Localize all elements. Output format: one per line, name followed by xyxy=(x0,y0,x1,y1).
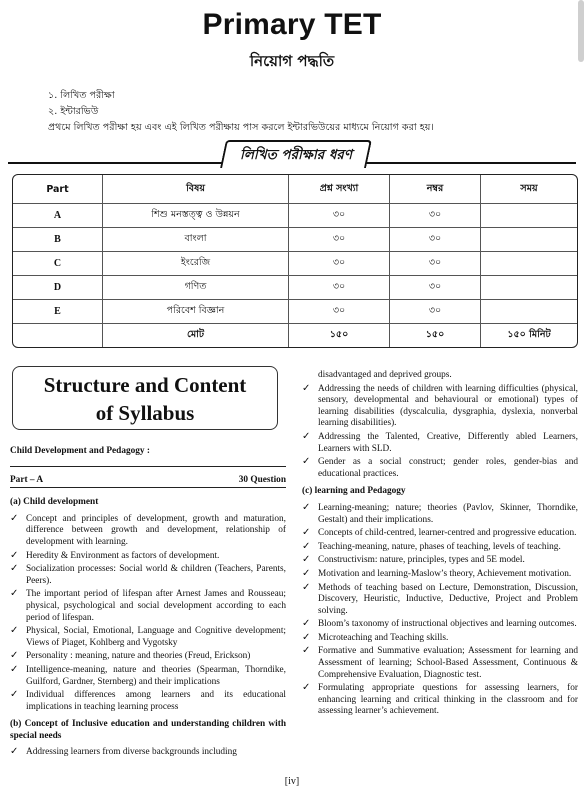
table-cell: D xyxy=(13,276,103,300)
list-item: ✓ Addressing learners from diverse backgrounds including xyxy=(10,746,237,758)
table-cell: গণিত xyxy=(103,276,289,300)
table-cell: পরিবেশ বিজ্ঞান xyxy=(103,300,289,324)
table-cell xyxy=(481,204,578,228)
check-icon: ✓ xyxy=(10,746,19,758)
intro-line-2: ২. ইন্টারভিউ xyxy=(48,106,99,117)
intro-line-1: ১. লিখিত পরীক্ষা xyxy=(48,90,115,101)
check-icon: ✓ xyxy=(302,430,311,442)
syllabus-title-line-1: Structure and Content xyxy=(43,373,247,397)
table-cell: A xyxy=(13,204,103,228)
table-cell: ৩০ xyxy=(390,252,481,276)
table-cell xyxy=(481,300,578,324)
syllabus-title-line-2: of Syllabus xyxy=(95,401,195,425)
table-row xyxy=(13,276,577,300)
table-cell: C xyxy=(13,252,103,276)
check-icon: ✓ xyxy=(302,645,311,657)
check-icon: ✓ xyxy=(302,581,311,593)
total-label: মোট xyxy=(103,324,289,347)
check-icon: ✓ xyxy=(10,625,19,637)
intro-line-3: প্রথমে লিখিত পরীক্ষা হয় এবং এই লিখিত পরীক্ষায় পাস করলে ইন্টারভিউয়ের মাধ্যমে নিয়োগ করা হয়। xyxy=(48,122,434,133)
list-item: ✓ Constructivism: nature, principles, types and 5E model. xyxy=(302,554,525,566)
list-item: ✓ Addressing the Talented, Creative, Differently abled Learners, Learners with SLD. xyxy=(302,430,578,454)
table-row xyxy=(13,204,577,228)
check-icon: ✓ xyxy=(10,563,19,575)
column-header: সময় xyxy=(481,175,578,204)
table-cell: ৩০ xyxy=(390,276,481,300)
check-icon: ✓ xyxy=(302,567,311,579)
table-total-row xyxy=(13,324,577,347)
table-header-row xyxy=(13,175,577,204)
list-item: ✓ Formulating appropriate questions for assessing learners, for enhancing learning and critical thinking in the classroom and for assessing learner’s achievement. xyxy=(302,682,578,717)
divider xyxy=(10,466,286,467)
check-icon: ✓ xyxy=(10,663,19,675)
check-icon: ✓ xyxy=(302,501,311,513)
section-title: Child Development and Pedagogy : xyxy=(10,446,150,456)
total-marks: ১৫০ xyxy=(390,324,481,347)
page-title: Primary TET xyxy=(202,8,382,41)
column-header: বিষয় xyxy=(103,175,289,204)
left-column xyxy=(10,446,286,761)
section-heading-a: (a) Child development xyxy=(10,497,99,508)
check-icon: ✓ xyxy=(302,382,311,394)
table-cell: B xyxy=(13,228,103,252)
list-item: ✓ Addressing the needs of children with learning difficulties (physical, sensory, developmental and behavioural or emotional) types of learning disabilities (dyscalculia, dysgraphia, dyslexia, nonverbal learning disabilities). xyxy=(302,382,578,429)
check-icon: ✓ xyxy=(302,631,311,643)
check-icon: ✓ xyxy=(10,689,19,701)
list-item: ✓ Personality : meaning, nature and theories (Freud, Erickson) xyxy=(10,650,251,662)
check-icon: ✓ xyxy=(302,682,311,694)
check-icon: ✓ xyxy=(302,527,311,539)
table-cell: ৩০ xyxy=(289,252,390,276)
check-icon: ✓ xyxy=(302,554,311,566)
intro-text xyxy=(48,88,568,136)
table-row xyxy=(13,300,577,324)
table-cell xyxy=(13,324,103,347)
list-item: ✓ Microteaching and Teaching skills. xyxy=(302,631,449,643)
list-item: ✓ Physical, Social, Emotional, Language and Cognitive development; Views of Piaget, Kohlberg and Vygotsky xyxy=(10,625,286,648)
list-item: ✓ Individual differences among learners and its educational implications in teaching learning process xyxy=(10,689,286,712)
table-cell xyxy=(481,276,578,300)
list-item: ✓ Methods of teaching based on Lecture, Demonstration, Discussion, Discovery, Heuristic, Inductive, Deductive, Project and Problem solving. xyxy=(302,581,578,616)
check-icon: ✓ xyxy=(10,650,19,662)
section-heading-c: (c) learning and Pedagogy xyxy=(302,486,406,497)
list-item: ✓ Concept and principles of development, growth and maturation, difference between growth and development, relationship of development with learning. xyxy=(10,512,286,547)
list-item: ✓ Concepts of child-centred, learner-centred and progressive education. xyxy=(302,527,577,539)
table-row xyxy=(13,252,577,276)
page-number: [iv] xyxy=(284,776,300,787)
table-cell: ৩০ xyxy=(390,204,481,228)
check-icon: ✓ xyxy=(302,618,311,630)
table-cell xyxy=(481,228,578,252)
right-column xyxy=(302,370,578,720)
list-item: ✓ Learning-meaning; nature; theories (Pavlov, Skinner, Thorndike, Gestalt) and their implications. xyxy=(302,501,578,525)
list-item: ✓ Formative and Summative evaluation; Assessment for learning and Assessment of learning; School-Based Assessment, Continuous & Comprehensive Evaluation, Diagnostic test. xyxy=(302,645,578,680)
page-subtitle: নিয়োগ পদ্ধতি xyxy=(249,52,335,70)
continued-text: disadvantaged and deprived groups. xyxy=(318,370,452,380)
table-cell: ৩০ xyxy=(289,204,390,228)
table-cell: ৩০ xyxy=(390,228,481,252)
total-time: ১৫০ মিনিট xyxy=(481,324,578,347)
table-cell xyxy=(481,252,578,276)
banner-rule-left xyxy=(8,162,226,164)
syllabus-title-box xyxy=(12,366,278,430)
table-cell: ৩০ xyxy=(289,276,390,300)
total-questions: ১৫০ xyxy=(289,324,390,347)
check-icon: ✓ xyxy=(10,512,19,524)
list-item: ✓ Bloom’s taxonomy of instructional objectives and learning outcomes. xyxy=(302,618,577,630)
part-label: Part – A xyxy=(10,474,44,485)
check-icon: ✓ xyxy=(302,456,311,468)
section-heading-b: (b) Concept of Inclusive education and understanding children with special needs xyxy=(10,719,286,741)
table-cell: E xyxy=(13,300,103,324)
part-questions: 30 Question xyxy=(238,474,286,485)
list-item: ✓ The important period of lifespan after Arnest James and Rousseau; physical, psychological and social development according to each period of lifespan. xyxy=(10,588,286,623)
list-item: ✓ Socialization processes: Social world & children (Teachers, Parents, Peers). xyxy=(10,563,286,586)
exam-pattern-table xyxy=(12,174,578,348)
column-header: Part xyxy=(13,175,103,204)
part-row xyxy=(10,475,286,489)
column-header: প্রশ্ন সংখ্যা xyxy=(289,175,390,204)
banner-rule-right xyxy=(362,162,576,164)
table-cell: ৩০ xyxy=(289,300,390,324)
table-cell: ৩০ xyxy=(289,228,390,252)
table-cell: শিশু মনস্তত্ত্ব ও উন্নয়ন xyxy=(103,204,289,228)
list-item: ✓ Motivation and learning-Maslow’s theory, Achievement motivation. xyxy=(302,567,572,579)
check-icon: ✓ xyxy=(10,549,19,561)
column-header: নম্বর xyxy=(390,175,481,204)
check-icon: ✓ xyxy=(10,588,19,600)
list-item: ✓ Heredity & Environment as factors of development. xyxy=(10,549,220,561)
list-item: ✓ Teaching-meaning, nature, phases of teaching, levels of teaching. xyxy=(302,540,561,552)
list-item: ✓ Gender as a social construct; gender roles, gender-bias and educational practices. xyxy=(302,456,578,479)
list-item: ✓ Intelligence-meaning, nature and theories (Spearman, Thorndike, Guilford, Gardner, Sternberg) and their implications xyxy=(10,663,286,687)
section-banner-label: লিখিত পরীক্ষার ধরণ xyxy=(239,147,353,163)
check-icon: ✓ xyxy=(302,540,311,552)
table-row xyxy=(13,228,577,252)
table-cell: ৩০ xyxy=(390,300,481,324)
table-cell: বাংলা xyxy=(103,228,289,252)
table-cell: ইংরেজি xyxy=(103,252,289,276)
